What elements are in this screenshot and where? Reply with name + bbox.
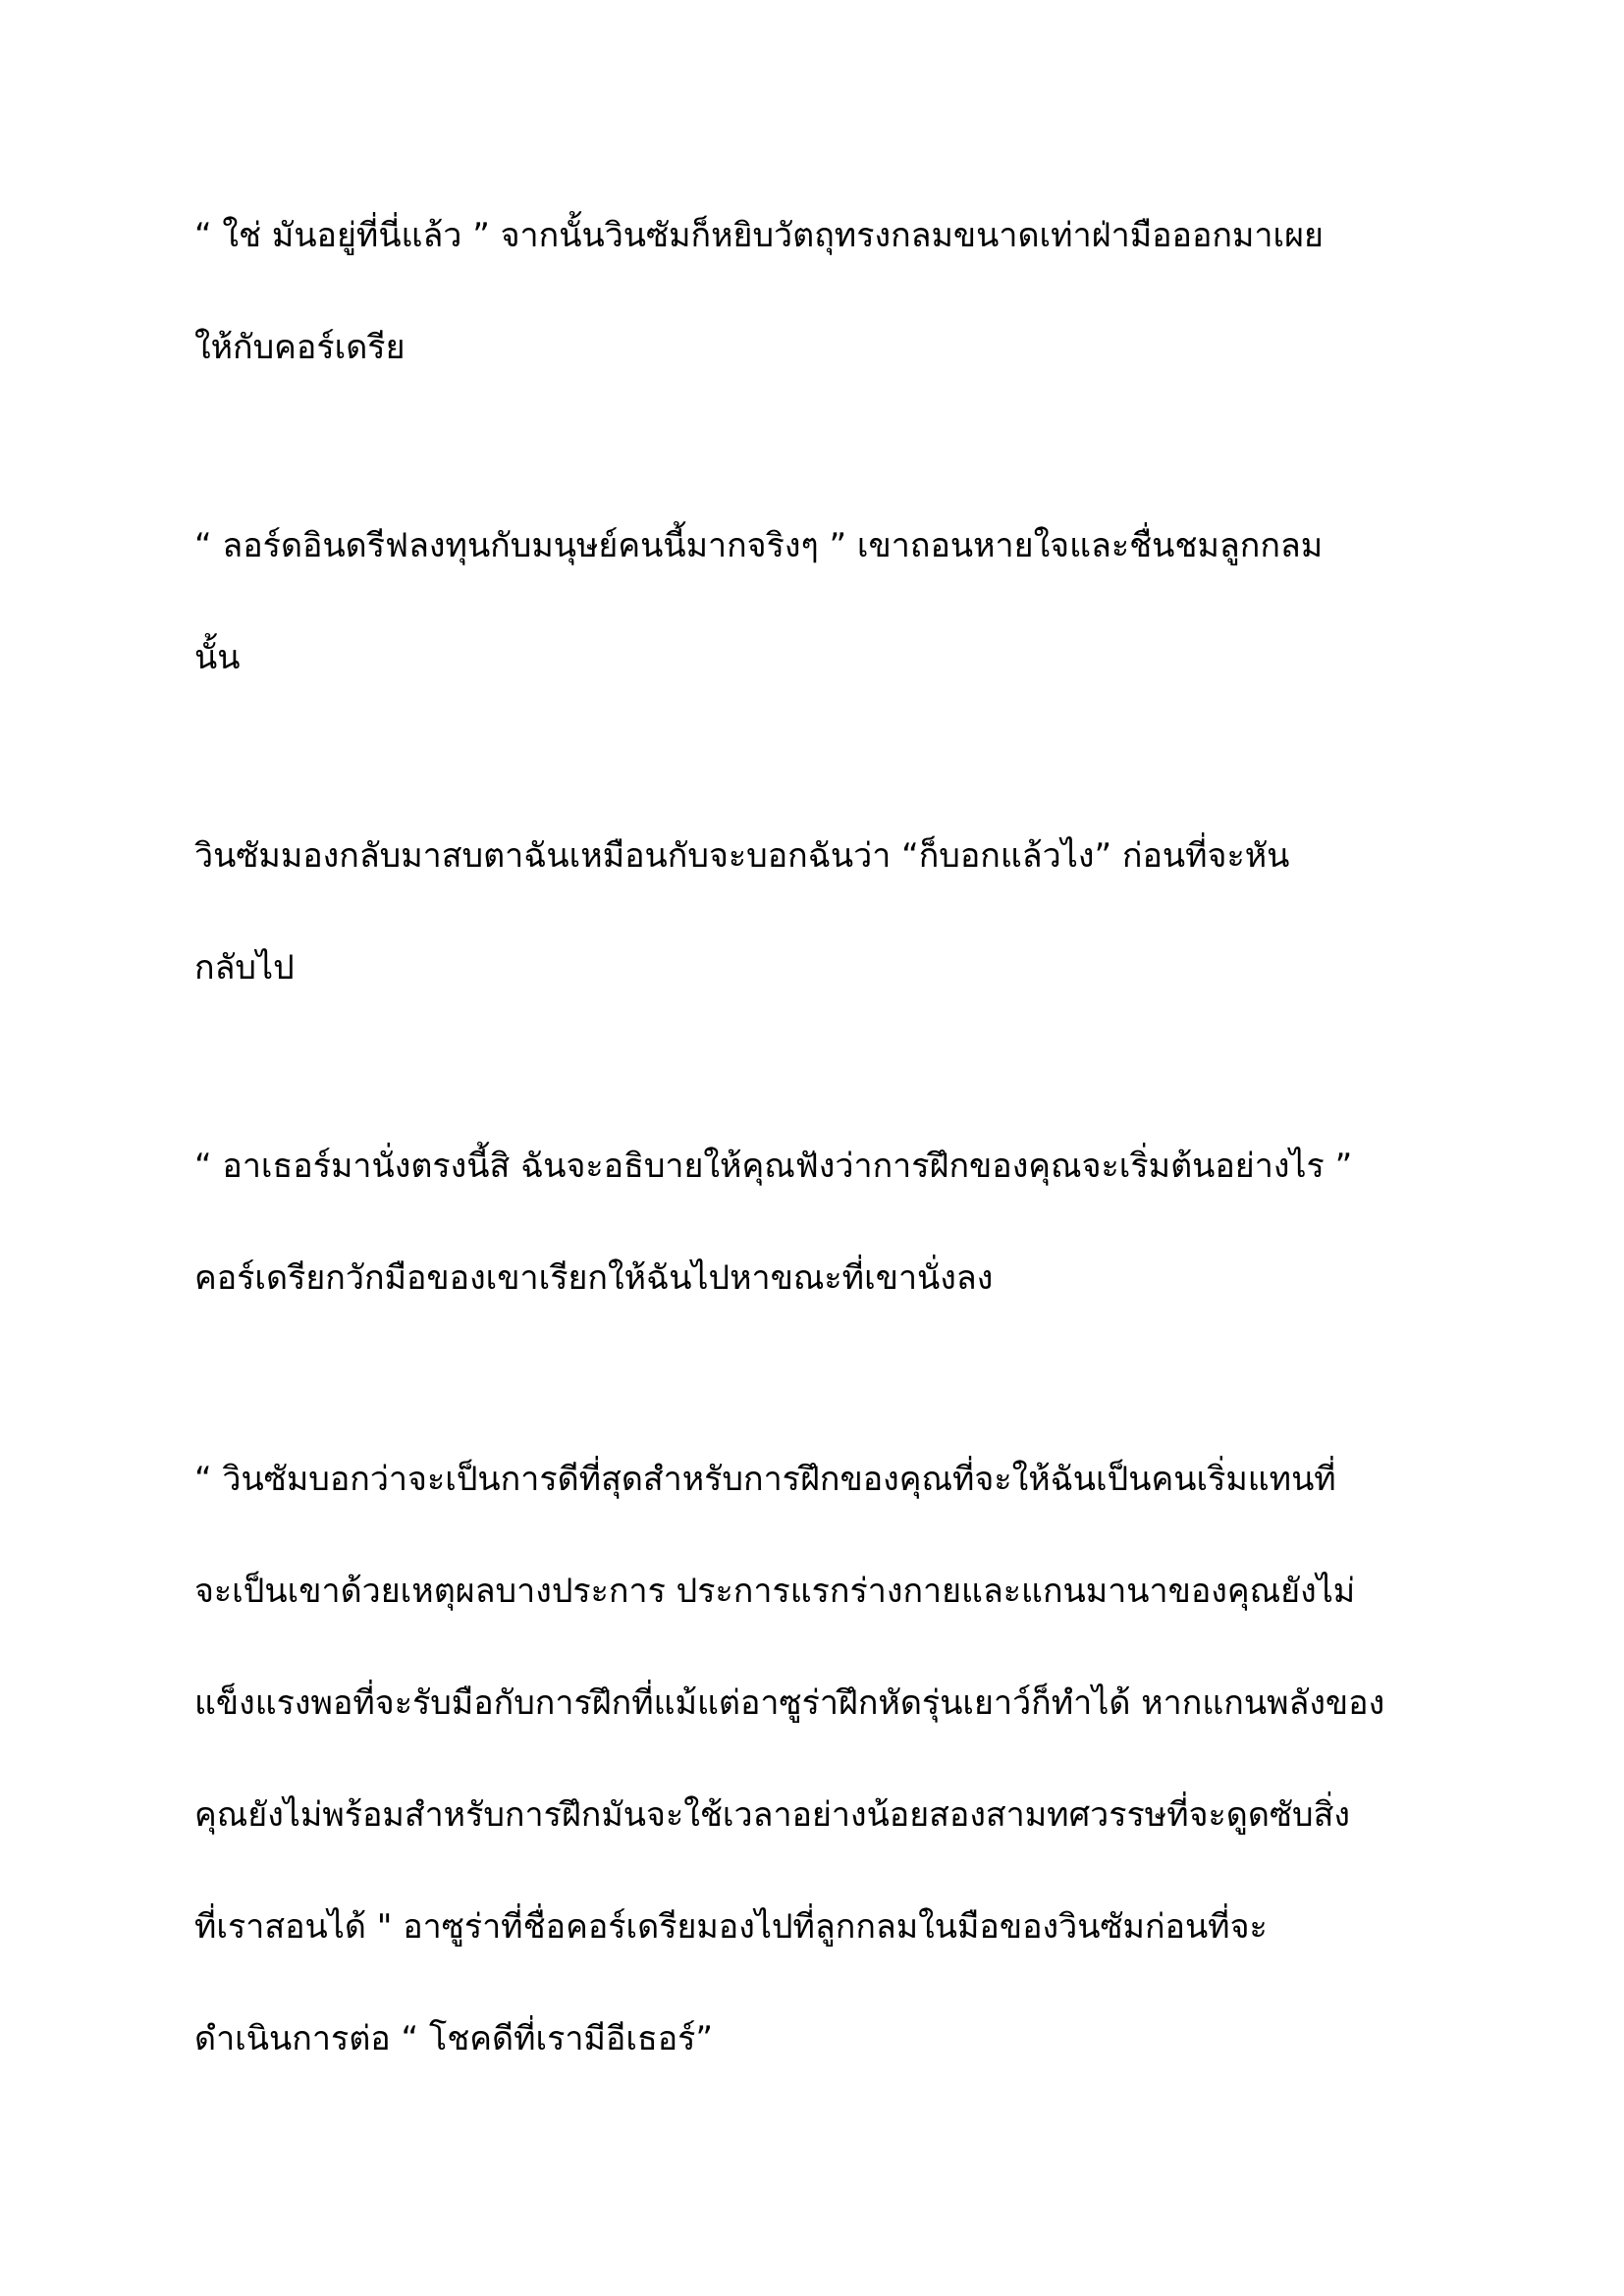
- paragraph-line: นั้น: [194, 638, 241, 677]
- paragraph-line: “ วินซัมบอกว่าจะเป็นการดีที่สุดสำหรับการฝึกของคุณที่จะให้ฉันเป็นคนเริ่มแทนที่: [194, 1460, 1336, 1499]
- paragraph-line: คอร์เดรียกวักมือของเขาเรียกให้ฉันไปหาขณะที่เขานั่งลง: [194, 1258, 994, 1298]
- paragraph-line: ดำเนินการต่อ “ โชคดีที่เรามีอีเธอร์”: [194, 2019, 713, 2058]
- paragraph-5: [194, 1423, 1471, 2095]
- paragraph-line: “ ลอร์ดอินดรีฟลงทุนกับมนุษย์คนนี้มากจริงๆ ” เขาถอนหายใจและชื่นชมลูกกลม: [194, 526, 1324, 565]
- paragraph-line: “ อาเธอร์มานั่งตรงนี้สิ ฉันจะอธิบายให้คุณฟังว่าการฝึกของคุณจะเริ่มต้นอย่างไร ”: [194, 1147, 1353, 1186]
- paragraph-line: คุณยังไม่พร้อมสำหรับการฝึกมันจะใช้เวลาอย่างน้อยสองสามทศวรรษที่จะดูดซับสิ่ง: [194, 1795, 1350, 1835]
- paragraph-line: ที่เราสอนได้ " อาซูร่าที่ชื่อคอร์เดรียมองไปที่ลูกกลมในมือของวินซัมก่อนที่จะ: [194, 1907, 1268, 1947]
- paragraph-line: แข็งแรงพอที่จะรับมือกับการฝึกที่แม้แต่อาซูร่าฝึกหัดรุ่นเยาว์ก็ทำได้ หากแกนพลังของ: [194, 1683, 1385, 1723]
- paragraph-1: [194, 180, 1471, 403]
- paragraph-3: [194, 800, 1471, 1024]
- paragraph-line: กลับไป: [194, 948, 295, 988]
- paragraph-2: [194, 490, 1471, 714]
- paragraph-line: วินซัมมองกลับมาสบตาฉันเหมือนกับจะบอกฉันว่า “ก็บอกแล้วไง” ก่อนที่จะหัน: [194, 836, 1290, 876]
- paragraph-4: [194, 1110, 1471, 1334]
- paragraph-line: จะเป็นเขาด้วยเหตุผลบางประการ ประการแรกร่างกายและแกนมานาของคุณยังไม่: [194, 1572, 1356, 1611]
- paragraph-line: “ ใช่ มันอยู่ที่นี่แล้ว ” จากนั้นวินซัมก็หยิบวัตถุทรงกลมขนาดเท่าฝ่ามือออกมาเผย: [194, 216, 1324, 255]
- paragraph-line: ให้กับคอร์เดรีย: [194, 328, 406, 367]
